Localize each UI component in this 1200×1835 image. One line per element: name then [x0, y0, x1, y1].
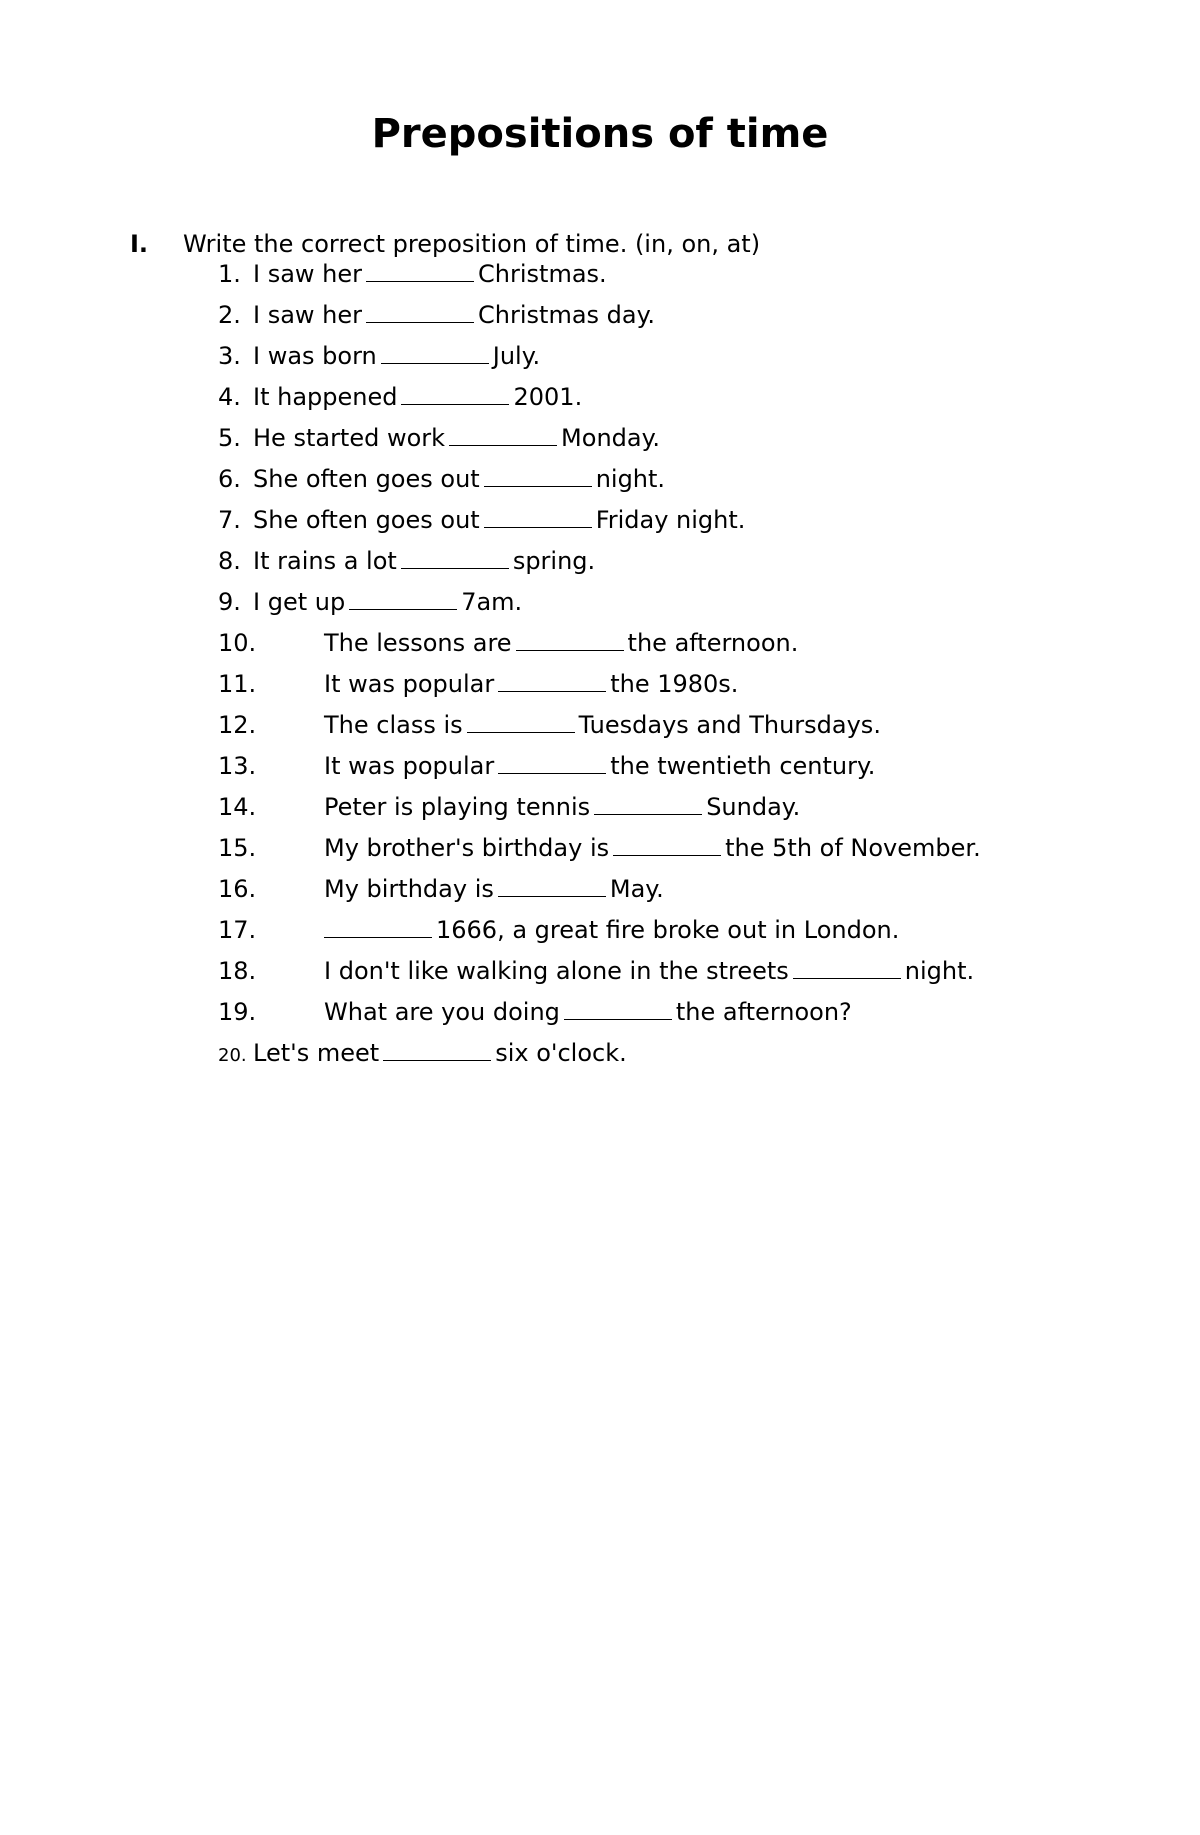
item-number: 16. [218, 875, 257, 903]
exercise-item [218, 873, 981, 914]
item-text-after: Monday. [561, 424, 660, 452]
answer-blank[interactable] [516, 628, 624, 651]
item-number: 8. [218, 547, 241, 575]
item-text-after: six o'clock. [495, 1039, 627, 1067]
item-text-after: 1666, a great fire broke out in London. [436, 916, 900, 944]
item-text-before: My brother's birthday is [324, 834, 610, 862]
item-text-before: He started work [253, 424, 446, 452]
answer-blank[interactable] [324, 915, 432, 938]
answer-blank[interactable] [383, 1038, 491, 1061]
item-number: 6. [218, 465, 241, 493]
item-number: 15. [218, 834, 257, 862]
exercise-item [218, 832, 981, 873]
section-heading [130, 228, 760, 260]
item-number: 19. [218, 998, 257, 1026]
answer-blank[interactable] [381, 341, 489, 364]
item-text-before: The lessons are [324, 629, 512, 657]
item-text-before: It was popular [324, 670, 495, 698]
section-instruction: Write the correct preposition of time. (in, on, at) [183, 230, 761, 258]
item-number: 5. [218, 424, 241, 452]
answer-blank[interactable] [564, 997, 672, 1020]
section-numeral: I. [130, 230, 149, 258]
item-text-after: Tuesdays and Thursdays. [578, 711, 881, 739]
item-number: 10. [218, 629, 257, 657]
answer-blank[interactable] [594, 792, 702, 815]
exercise-item [218, 586, 981, 627]
exercise-list [218, 258, 981, 1078]
exercise-item [218, 463, 981, 504]
exercise-item [218, 709, 981, 750]
exercise-item [218, 545, 981, 586]
exercise-item [218, 914, 981, 955]
exercise-item [218, 791, 981, 832]
item-text-after: July. [492, 342, 541, 370]
item-text-after: the twentieth century. [610, 752, 876, 780]
answer-blank[interactable] [484, 505, 592, 528]
answer-blank[interactable] [449, 423, 557, 446]
item-text-before: I get up [253, 588, 346, 616]
item-text-before: I don't like walking alone in the streets [324, 957, 789, 985]
answer-blank[interactable] [467, 710, 575, 733]
item-text-before: I saw her [253, 301, 363, 329]
exercise-item [218, 299, 981, 340]
item-text-before: Peter is playing tennis [324, 793, 591, 821]
item-text-after: May. [609, 875, 664, 903]
item-text-after: spring. [512, 547, 596, 575]
item-text-after: Sunday. [706, 793, 801, 821]
answer-blank[interactable] [401, 382, 509, 405]
item-number: 4. [218, 383, 241, 411]
item-number: 17. [218, 916, 257, 944]
exercise-item [218, 504, 981, 545]
item-text-before: It was popular [324, 752, 495, 780]
answer-blank[interactable] [349, 587, 457, 610]
item-text-before: Let's meet [253, 1039, 380, 1067]
exercise-item [218, 627, 981, 668]
item-text-after: Christmas. [478, 260, 607, 288]
answer-blank[interactable] [613, 833, 721, 856]
item-text-before: It rains a lot [253, 547, 397, 575]
page-title: Prepositions of time [371, 111, 829, 157]
exercise-item [218, 258, 981, 299]
item-number: 1. [218, 260, 241, 288]
exercise-item [218, 996, 981, 1037]
item-number: 18. [218, 957, 257, 985]
answer-blank[interactable] [793, 956, 901, 979]
exercise-item [218, 381, 981, 422]
item-text-after: Friday night. [595, 506, 746, 534]
item-text-before: She often goes out [253, 506, 480, 534]
item-text-after: 2001. [513, 383, 583, 411]
answer-blank[interactable] [484, 464, 592, 487]
item-text-before: I was born [253, 342, 377, 370]
exercise-item [218, 955, 981, 996]
item-text-after: the 5th of November. [725, 834, 981, 862]
item-text-before: My birthday is [324, 875, 494, 903]
item-text-before: I saw her [253, 260, 363, 288]
exercise-item [218, 1037, 981, 1078]
item-number: 2. [218, 301, 241, 329]
item-number: 9. [218, 588, 241, 616]
item-number: 14. [218, 793, 257, 821]
item-number: 12. [218, 711, 257, 739]
exercise-item [218, 750, 981, 791]
item-text-after: night. [904, 957, 975, 985]
item-number: 11. [218, 670, 257, 698]
item-text-after: the 1980s. [610, 670, 739, 698]
answer-blank[interactable] [401, 546, 509, 569]
answer-blank[interactable] [498, 874, 606, 897]
item-text-after: the afternoon. [627, 629, 799, 657]
exercise-item [218, 340, 981, 381]
exercise-item [218, 422, 981, 463]
item-number: 7. [218, 506, 241, 534]
item-text-after: 7am. [461, 588, 523, 616]
item-text-after: night. [595, 465, 666, 493]
answer-blank[interactable] [366, 300, 474, 323]
item-number: 3. [218, 342, 241, 370]
item-text-after: Christmas day. [478, 301, 656, 329]
item-text-before: The class is [324, 711, 463, 739]
item-text-before: She often goes out [253, 465, 480, 493]
answer-blank[interactable] [366, 259, 474, 282]
answer-blank[interactable] [498, 751, 606, 774]
item-text-before: It happened [253, 383, 398, 411]
item-number: 20. [218, 1045, 247, 1066]
answer-blank[interactable] [498, 669, 606, 692]
item-text-after: the afternoon? [675, 998, 852, 1026]
exercise-item [218, 668, 981, 709]
item-text-before: What are you doing [324, 998, 560, 1026]
item-number: 13. [218, 752, 257, 780]
